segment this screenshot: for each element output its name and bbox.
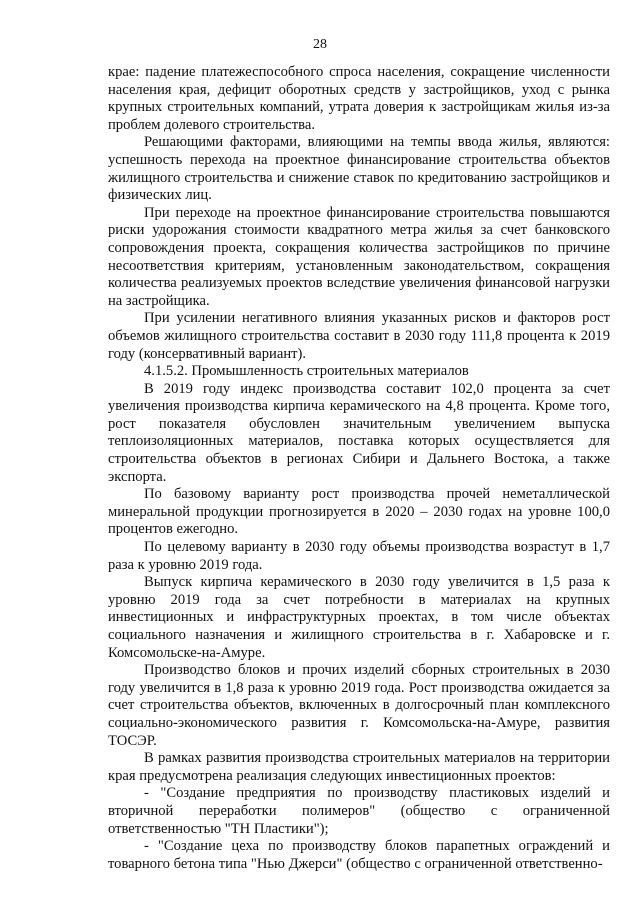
body-paragraph: По базовому варианту рост производства прочей неметаллической минеральной продукции прогнозируется в 2020 – 2030 годах на уровне 100,0 процентов ежегодно.: [108, 486, 610, 538]
body-paragraph: В рамках развития производства строительных материалов на территории края предусмотрена реализация следующих инвестиционных проектов:: [108, 750, 610, 784]
body-paragraph: При переходе на проектное финансирование строительства повышаются риски удорожания стоимости квадратного метра жилья за счет банковского сопровождения проекта, сокращения количества застройщиков по причине несоответствия критериям, установленным законодательством, сокращения количества реализуемых проектов вследствие увеличения финансовой нагрузки на застройщика.: [108, 204, 610, 309]
body-paragraph: Производство блоков и прочих изделий сборных строительных в 2030 году увеличится в 1,8 раза к уровню 2019 года. Рост производства ожидается за счет строительства объектов, включенных в долгосрочный план комплексного социально-экономического развития г. Комсомольска-на-Амуре, развития ТОСЭР.: [108, 662, 610, 749]
body-paragraph: Решающими факторами, влияющими на темпы ввода жилья, являются: успешность перехода на проектное финансирование строительства объектов жилищного строительства и снижение ставок по кредитованию застройщиков и физических лиц.: [108, 134, 610, 204]
body-paragraph: Выпуск кирпича керамического в 2030 году увеличится в 1,5 раза к уровню 2019 года за счет потребности в материалах на крупных инвестиционных и инфраструктурных проектах, в том числе объектах социального назначения и жилищного строительства в г. Хабаровске и г. Комсомольске-на-Амуре.: [108, 574, 610, 661]
body-paragraph: При усилении негативного влияния указанных рисков и факторов рост объемов жилищного строительства составит в 2030 году 111,8 процента к 2019 году (консервативный вариант).: [108, 310, 610, 362]
body-paragraph: крае: падение платежеспособного спроса населения, сокращение численности населения края, дефицит оборотных средств у застройщиков, уход с рынка крупных строительных компаний, утрата доверия к застройщикам жилья из-за проблем долевого строительства.: [108, 64, 610, 133]
body-paragraph: - "Создание предприятия по производству пластиковых изделий и вторичной переработки полимеров" (общество с ограниченной ответственностью "ТН Пластики");: [108, 785, 610, 837]
page-body: [108, 64, 610, 873]
body-paragraph: 4.1.5.2. Промышленность строительных материалов: [144, 363, 469, 380]
body-paragraph: - "Создание цеха по производству блоков парапетных ограждений и товарного бетона типа "Нью Джерси" (общество с ограниченной ответственно-: [108, 838, 610, 872]
body-paragraph: В 2019 году индекс производства составит 102,0 процента за счет увеличения производства кирпича керамического на 4,8 процента. Кроме того, рост показателя обусловлен значительным увеличением выпуска теплоизоляционных материалов, поставка которых осуществляется для строительства объектов в регионах Сибири и Дальнего Востока, а также экспорта.: [108, 380, 610, 485]
page-number: 28: [313, 37, 327, 52]
body-paragraph: По целевому варианту в 2030 году объемы производства возрастут в 1,7 раза к уровню 2019 года.: [108, 539, 610, 573]
